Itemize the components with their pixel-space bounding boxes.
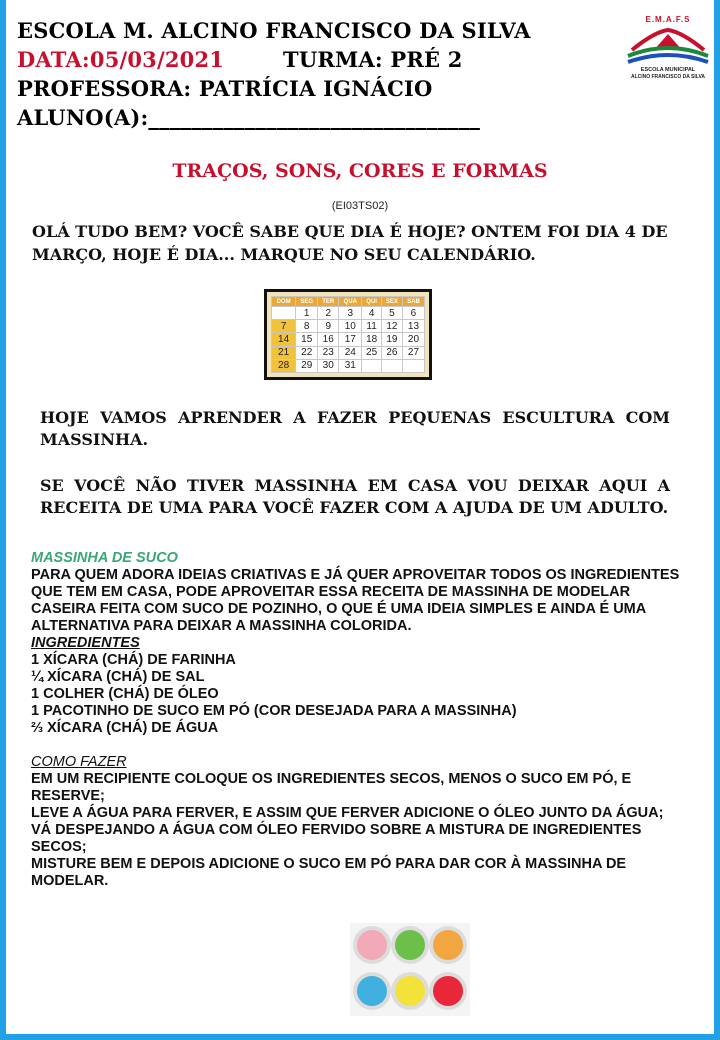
play-dough-photo bbox=[350, 923, 470, 1016]
school-logo bbox=[624, 10, 712, 80]
method-steps bbox=[31, 771, 691, 890]
school-name: ESCOLA M. ALCINO FRANCISCO DA SILVA bbox=[17, 18, 531, 43]
calendar-day-cell: 23 bbox=[318, 346, 339, 359]
calendar-day-cell: 24 bbox=[339, 346, 362, 359]
calendar-day-cell: 4 bbox=[362, 307, 382, 320]
calendar-week-row bbox=[272, 359, 425, 372]
calendar-week-row bbox=[272, 346, 425, 359]
calendar-day-cell: 30 bbox=[318, 359, 339, 372]
intro-text: OLÁ TUDO BEM? VOCÊ SABE QUE DIA É HOJE? ONTEM FOI DIA 4 DE MARÇO, HOJE É DIA... MARQUE NO SEU CALENDÁRIO. bbox=[32, 222, 668, 264]
dough-ball bbox=[395, 930, 425, 960]
calendar-day-cell: 20 bbox=[402, 333, 424, 346]
calendar-week-row bbox=[272, 333, 425, 346]
skill-code: (EI03TS02) bbox=[331, 200, 389, 212]
logo-letters: E.M.A.F.S bbox=[645, 15, 691, 24]
calendar-week-row bbox=[272, 307, 425, 320]
calendar-day-header: TER bbox=[318, 297, 339, 307]
calendar-day-cell: 28 bbox=[272, 359, 296, 372]
method-step: MISTURE BEM E DEPOIS ADICIONE O SUCO EM PÓ PARA DAR COR À MASSINHA DE MODELAR. bbox=[31, 856, 627, 889]
calendar-day-header: SEX bbox=[381, 297, 402, 307]
student-name-line: ALUNO(A):_______________________________ bbox=[17, 105, 481, 130]
dough-ball bbox=[395, 976, 425, 1006]
calendar-day-cell: 6 bbox=[402, 307, 424, 320]
calendar-day-cell: 18 bbox=[362, 333, 382, 346]
calendar-day-header: QUA bbox=[339, 297, 362, 307]
date-label: DATA:05/03/2021 bbox=[17, 47, 225, 72]
calendar-day-header: DOM bbox=[272, 297, 296, 307]
dough-ball bbox=[433, 976, 463, 1006]
calendar-day-cell: 16 bbox=[318, 333, 339, 346]
calendar-day-cell: 14 bbox=[272, 333, 296, 346]
calendar-day-cell: 25 bbox=[362, 346, 382, 359]
calendar-day-cell bbox=[402, 359, 424, 372]
calendar-day-cell: 11 bbox=[362, 320, 382, 333]
calendar-day-cell: 17 bbox=[339, 333, 362, 346]
calendar-day-cell: 13 bbox=[402, 320, 424, 333]
recipe-section bbox=[31, 550, 691, 890]
calendar-day-cell: 26 bbox=[381, 346, 402, 359]
calendar-day-cell bbox=[272, 307, 296, 320]
calendar-day-header: QUI bbox=[362, 297, 382, 307]
class-label: TURMA: PRÉ 2 bbox=[283, 47, 463, 72]
ingredient-item: ⅔ XÍCARA (CHÁ) DE ÁGUA bbox=[31, 720, 219, 736]
ingredients-heading: INGREDIENTES bbox=[31, 635, 140, 651]
teacher-name: PROFESSORA: PATRÍCIA IGNÁCIO bbox=[17, 76, 433, 101]
ingredient-item: 1 PACOTINHO DE SUCO EM PÓ (COR DESEJADA PARA A MASSINHA) bbox=[31, 703, 517, 719]
calendar-day-cell: 8 bbox=[296, 320, 318, 333]
method-heading: COMO FAZER bbox=[31, 754, 127, 770]
method-step: LEVE A ÁGUA PARA FERVER, E ASSIM QUE FERVER ADICIONE O ÓLEO JUNTO DA ÁGUA; bbox=[31, 805, 664, 821]
calendar-day-cell bbox=[362, 359, 382, 372]
calendar-day-cell: 1 bbox=[296, 307, 318, 320]
page-title: TRAÇOS, SONS, CORES E FORMAS bbox=[172, 160, 548, 182]
activity-text: HOJE VAMOS APRENDER A FAZER PEQUENAS ESCULTURA COM MASSINHA. bbox=[40, 408, 670, 449]
recipe-description: PARA QUEM ADORA IDEIAS CRIATIVAS E JÁ QUER APROVEITAR TODOS OS INGREDIENTES QUE TEM EM CASA, PODE APROVEITAR ESSA RECEITA DE MASSINHA DE MODELAR CASEIRA FEITA COM SUCO DE POZINHO, O QUE É UMA IDEIA SIMPLES E AINDA É UMA ALTERNATIVA PARA DEIXAR A MASSINHA COLORIDA. bbox=[31, 567, 680, 634]
dough-ball bbox=[357, 930, 387, 960]
calendar bbox=[264, 289, 432, 380]
calendar-day-cell: 31 bbox=[339, 359, 362, 372]
ingredients-list bbox=[31, 652, 691, 737]
calendar-day-cell: 2 bbox=[318, 307, 339, 320]
calendar-day-cell: 29 bbox=[296, 359, 318, 372]
calendar-day-cell: 21 bbox=[272, 346, 296, 359]
calendar-day-cell: 15 bbox=[296, 333, 318, 346]
ingredient-item: 1 XÍCARA (CHÁ) DE FARINHA bbox=[31, 652, 236, 668]
recipe-intro-text: SE VOCÊ NÃO TIVER MASSINHA EM CASA VOU DEIXAR AQUI A RECEITA DE UMA PARA VOCÊ FAZER COM A AJUDA DE UM ADULTO. bbox=[40, 476, 670, 517]
calendar-day-cell bbox=[381, 359, 402, 372]
recipe-heading: MASSINHA DE SUCO bbox=[31, 550, 178, 566]
calendar-week-row bbox=[272, 320, 425, 333]
calendar-day-cell: 5 bbox=[381, 307, 402, 320]
calendar-day-cell: 10 bbox=[339, 320, 362, 333]
dough-ball bbox=[357, 976, 387, 1006]
method-step: EM UM RECIPIENTE COLOQUE OS INGREDIENTES SECOS, MENOS O SUCO EM PÓ, E RESERVE; bbox=[31, 771, 632, 804]
calendar-day-cell: 19 bbox=[381, 333, 402, 346]
ingredient-item: 1 COLHER (CHÁ) DE ÓLEO bbox=[31, 686, 219, 702]
logo-line-2: ALCINO FRANCISCO DA SILVA bbox=[630, 74, 706, 80]
calendar-day-cell: 27 bbox=[402, 346, 424, 359]
calendar-day-cell: 3 bbox=[339, 307, 362, 320]
ingredient-item: ¼ XÍCARA (CHÁ) DE SAL bbox=[31, 669, 205, 685]
calendar-day-cell: 22 bbox=[296, 346, 318, 359]
method-step: VÁ DESPEJANDO A ÁGUA COM ÓLEO FERVIDO SOBRE A MISTURA DE INGREDIENTES SECOS; bbox=[31, 822, 642, 855]
calendar-day-cell: 12 bbox=[381, 320, 402, 333]
calendar-day-cell: 7 bbox=[272, 320, 296, 333]
calendar-day-header: SAB bbox=[402, 297, 424, 307]
calendar-day-header: SEG bbox=[296, 297, 318, 307]
dough-ball bbox=[433, 930, 463, 960]
logo-line-1: ESCOLA MUNICIPAL bbox=[640, 67, 696, 73]
calendar-day-cell: 9 bbox=[318, 320, 339, 333]
